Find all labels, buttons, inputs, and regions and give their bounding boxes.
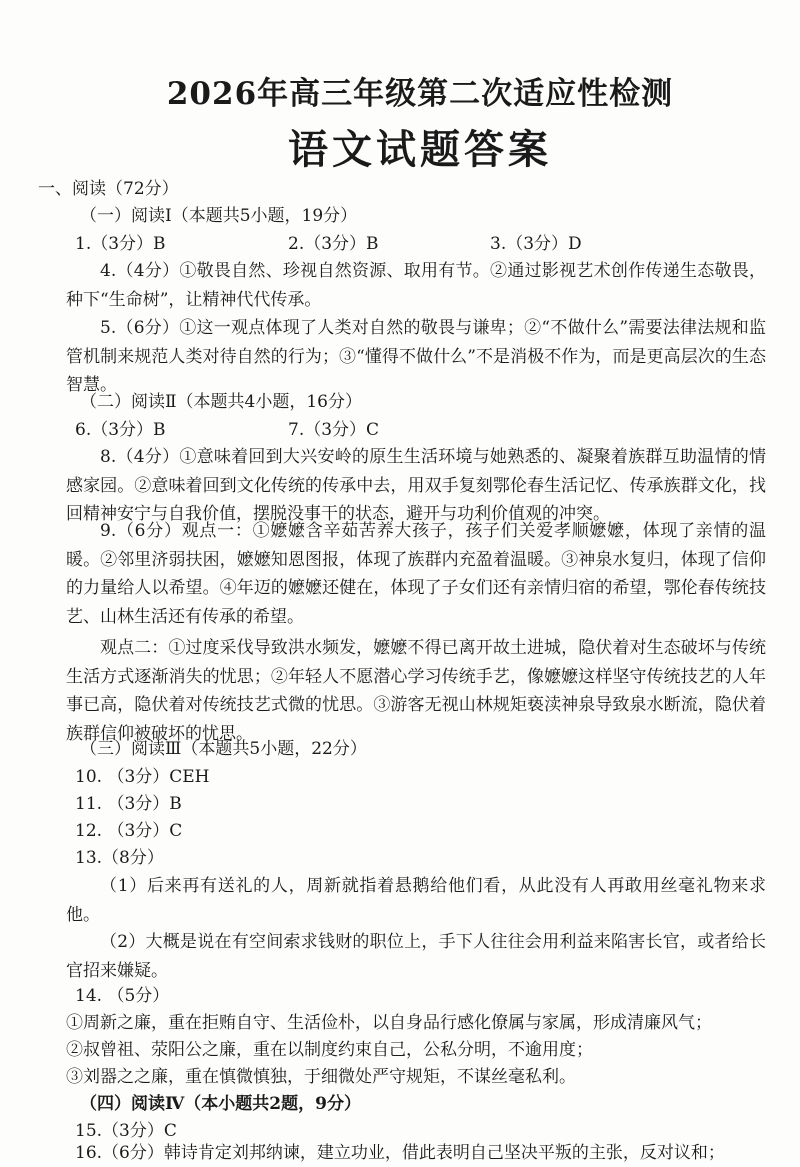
answer-q2: 2.（3分）B xyxy=(288,234,379,254)
answer-q8: 8.（4分）①意味着回到大兴安岭的原生生活环境与她熟悉的、凝聚着族群互助温情的情感家园。②意味着回到文化传统的传承中去，用双手复刻鄂伦春生活记忆、传承族群文化，找回精神安宁与自我价值，摆脱没事干的状态，避开与功利价值观的冲突。 xyxy=(66,447,766,525)
answer-q13-part1: （1）后来再有送礼的人，周新就指着悬鹅给他们看，从此没有人再敢用丝毫礼物来求他。 xyxy=(66,876,766,925)
answer-q14-point2: ②叔曾祖、荥阳公之廉，重在以制度约束自己，公私分明，不逾用度； xyxy=(66,1040,593,1060)
answer-q9-viewpoint1: 9.（6分）观点一：①嬷嬷含辛茹苦养大孩子，孩子们关爱孝顺嬷嬷，体现了亲情的温暖。②邻里济弱扶困，嬷嬷知恩图报，体现了族群内充盈着温暖。③神泉水复归，体现了信仰的力量给人以希望。④年迈的嬷嬷还健在，体现了子女们还有亲情归宿的希望，鄂伦春传统技艺、山林生活还有传承的希望。 xyxy=(66,521,766,627)
answer-q11: 11. （3分）B xyxy=(75,794,182,814)
part1-heading: （一）阅读Ⅰ（本题共5小题，19分） xyxy=(80,206,358,226)
part2-heading: （二）阅读Ⅱ（本题共4小题，16分） xyxy=(80,392,363,412)
answer-q14-point1: ①周新之廉，重在拒贿自守、生活俭朴，以自身品行感化僚属与家属，形成清廉风气； xyxy=(66,1013,712,1033)
answer-q15: 15.（3分）C xyxy=(75,1121,177,1141)
answer-q5: 5.（6分）①这一观点体现了人类对自然的敬畏与谦卑；②“不做什么”需要法律法规和监管机制来规范人类对待自然的行为；③“懂得不做什么”不是消极不作为，而是更高层次的生态智慧。 xyxy=(66,318,766,396)
answer-q6: 6.（3分）B xyxy=(75,420,166,440)
answer-q13-part2: （2）大概是说在有空间索求钱财的职位上，手下人往往会用利益来陷害长官，或者给长官招来嫌疑。 xyxy=(66,932,766,981)
answer-q1: 1.（3分）B xyxy=(75,234,166,254)
answer-q13: 13.（8分） xyxy=(75,848,164,868)
part4-heading: （四）阅读Ⅳ（本小题共2题，9分） xyxy=(80,1094,361,1114)
answer-q14-point3: ③刘器之之廉，重在慎微慎独，于细微处严守规矩，不谋丝毫私利。 xyxy=(66,1067,576,1087)
answer-q16: 16.（6分）韩诗肯定刘邦纳谏，建立功业，借此表明自己坚决平叛的主张，反对议和； xyxy=(75,1143,725,1163)
part3-heading: （三）阅读Ⅲ（本题共5小题，22分） xyxy=(80,739,367,759)
section-heading-reading: 一、阅读（72分） xyxy=(38,179,179,199)
exam-title: 2026年高三年级第二次适应性检测 xyxy=(166,76,674,112)
answer-q7: 7.（3分）C xyxy=(288,420,380,440)
answer-q3: 3.（3分）D xyxy=(490,234,582,254)
answer-q4: 4.（4分）①敬畏自然、珍视自然资源、取用有节。②通过影视艺术创作传递生态敬畏，种下“生命树”，让精神代代传承。 xyxy=(66,261,766,310)
answer-q12: 12. （3分）C xyxy=(75,821,183,841)
answer-q14: 14. （5分） xyxy=(75,986,170,1006)
answer-q9-viewpoint2: 观点二：①过度采伐导致洪水频发，嬷嬷不得已离开故土进城，隐伏着对生态破坏与传统生活方式逐渐消失的忧思；②年轻人不愿潜心学习传统手艺，像嬷嬷这样坚守传统技艺的人年事已高，隐伏着对传统技艺式微的忧思。③游客无视山林规矩亵渎神泉导致泉水断流，隐伏着族群信仰被破坏的忧思。 xyxy=(66,638,766,744)
document-title: 语文试题答案 xyxy=(288,126,552,173)
answer-q10: 10. （3分）CEH xyxy=(75,767,210,787)
